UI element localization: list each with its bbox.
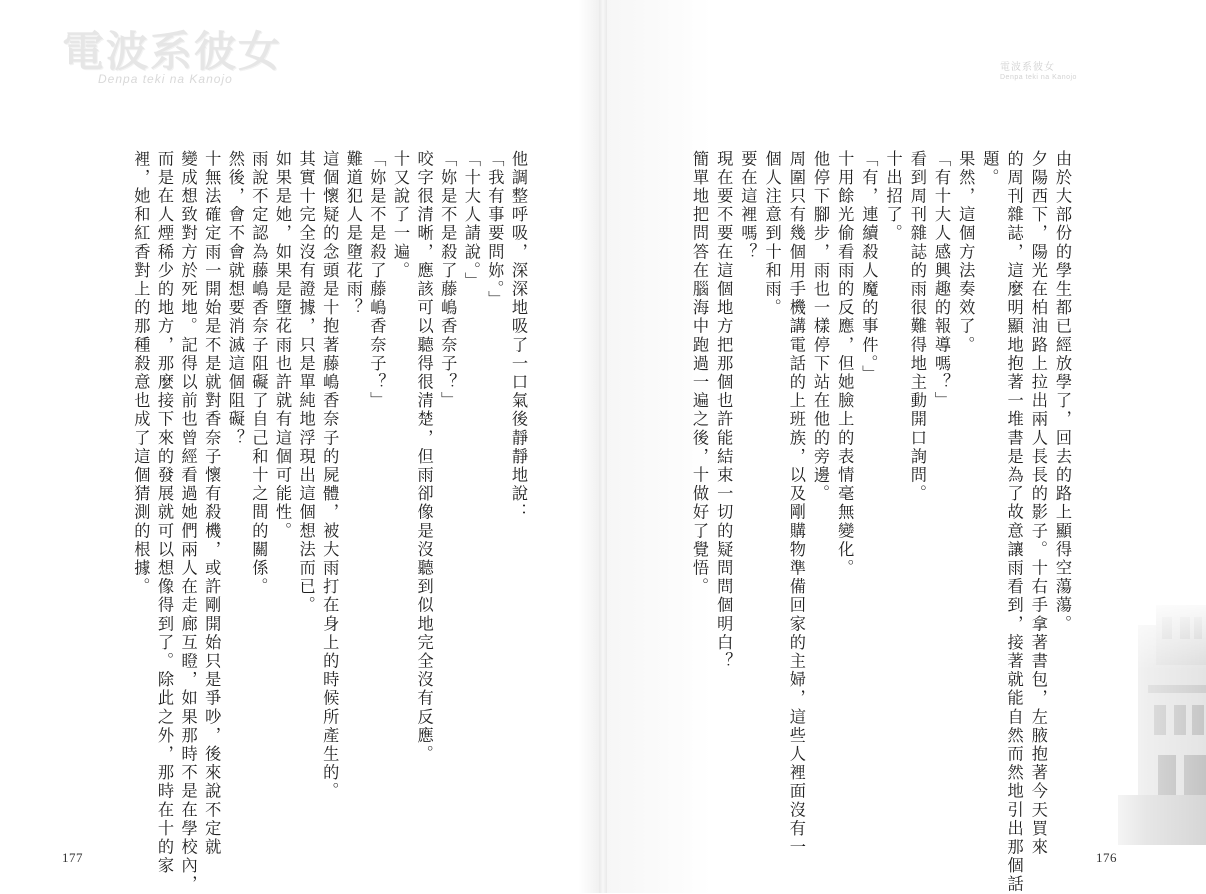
text-column: 雨說不定認為藤嶋香奈子阻礙了自己和十之間的關係。 [249,150,269,597]
text-column: 變成想致對方於死地。記得以前也曾經看過她們兩人在走廊互瞪，如果那時不是在學校內， [178,150,198,894]
book-gutter [599,0,607,893]
text-column: 「有，連續殺人魔的事件。」 [859,150,879,384]
text-column: 咬字很清晰，應該可以聽得很清楚，但雨卻像是沒聽到似地完全沒有反應。 [414,150,434,764]
series-title-romaji: Denpa teki na Kanojo [98,72,233,86]
page-number-right: 176 [1096,850,1117,865]
text-column: 簡單地把問答在腦海中跑過一遍之後，十做好了覺悟。 [690,150,709,597]
text-column: 其實十完全沒有證據，只是單純地浮現出這個想法而已。 [296,150,316,615]
text-column: 看到周刊雜誌的雨很難得地主動開口詢問。 [907,150,927,504]
text-column: 他停下腳步，雨也一樣停下站在他的旁邊。 [811,150,830,504]
text-column: 而是在人煙稀少的地方，那麼接下來的發展就可以想像得到了。除此之外，那時在十的家 [155,150,174,876]
text-column: 裡，她和紅香對上的那種殺意也成了這個猜測的根據。 [131,150,151,597]
running-header-label [1000,58,1090,90]
text-column: 十又說了一遍。 [391,150,410,281]
text-column: 由於大部份的學生都已經放學了，回去的路上顯得空蕩蕩。 [1053,150,1072,634]
text-column: 十用餘光偷看雨的反應，但她臉上的表情毫無變化。 [835,150,855,578]
text-column: 「妳是不是殺了藤嶋香奈子？」 [438,150,458,411]
text-column: 難道犯人是墮花雨？ [343,150,363,318]
text-column: 「十大人請說。」 [461,150,481,291]
text-column: 要在這裡嗎？ [738,150,758,262]
series-title-text: 電波系彼女 [62,27,283,76]
text-column: 這個懷疑的念頭是十抱著藤嶋香奈子的屍體，被大雨打在身上的時候所產生的。 [320,150,340,801]
faded-building-photo [1098,595,1206,845]
text-column: 個人注意到十和雨。 [762,150,782,318]
text-column: 題。 [980,150,1000,188]
text-column: 「妳是不是殺了藤嶋香奈子？」 [367,150,387,411]
page-number-left: 177 [62,850,83,865]
text-column: 「有十大人感興趣的報導嗎？」 [932,150,951,411]
text-column: 十出招了。 [883,150,903,243]
text-column: 夕陽西下，陽光在柏油路上拉出兩人長長的影子。十右手拿著書包，左腋抱著今天買來 [1028,150,1048,857]
text-column: 果然，這個方法奏效了。 [956,150,976,355]
text-column: 他調整呼吸，深深地吸了一口氣後靜靜地說： [509,150,528,522]
text-column: 然後，會不會就想要消滅這個阻礙？ [225,150,245,448]
text-column: 如果是她，如果是墮花雨也許就有這個可能性。 [273,150,292,541]
running-header-romaji: Denpa teki na Kanojo [1000,74,1077,81]
text-column: 周圍只有幾個用手機講電話的上班族，以及剛購物準備回家的主婦，這些人裡面沒有一 [786,150,806,857]
text-column: 的周刊雜誌，這麼明顯地抱著一堆書是為了故意讓雨看到，接著就能自然而然地引出那個話 [1004,150,1024,894]
text-column: 「我有事要問妳。」 [485,150,505,310]
running-header-title: 電波系彼女 [1000,62,1055,73]
series-title-watermark [62,28,292,84]
text-column: 現在要不要在這個地方把那個也許能結束一切的疑問問個明白？ [714,150,734,671]
text-column: 十無法確定雨一開始是不是就對香奈子懷有殺機，或許剛開始只是爭吵，後來說不定就 [202,150,222,857]
